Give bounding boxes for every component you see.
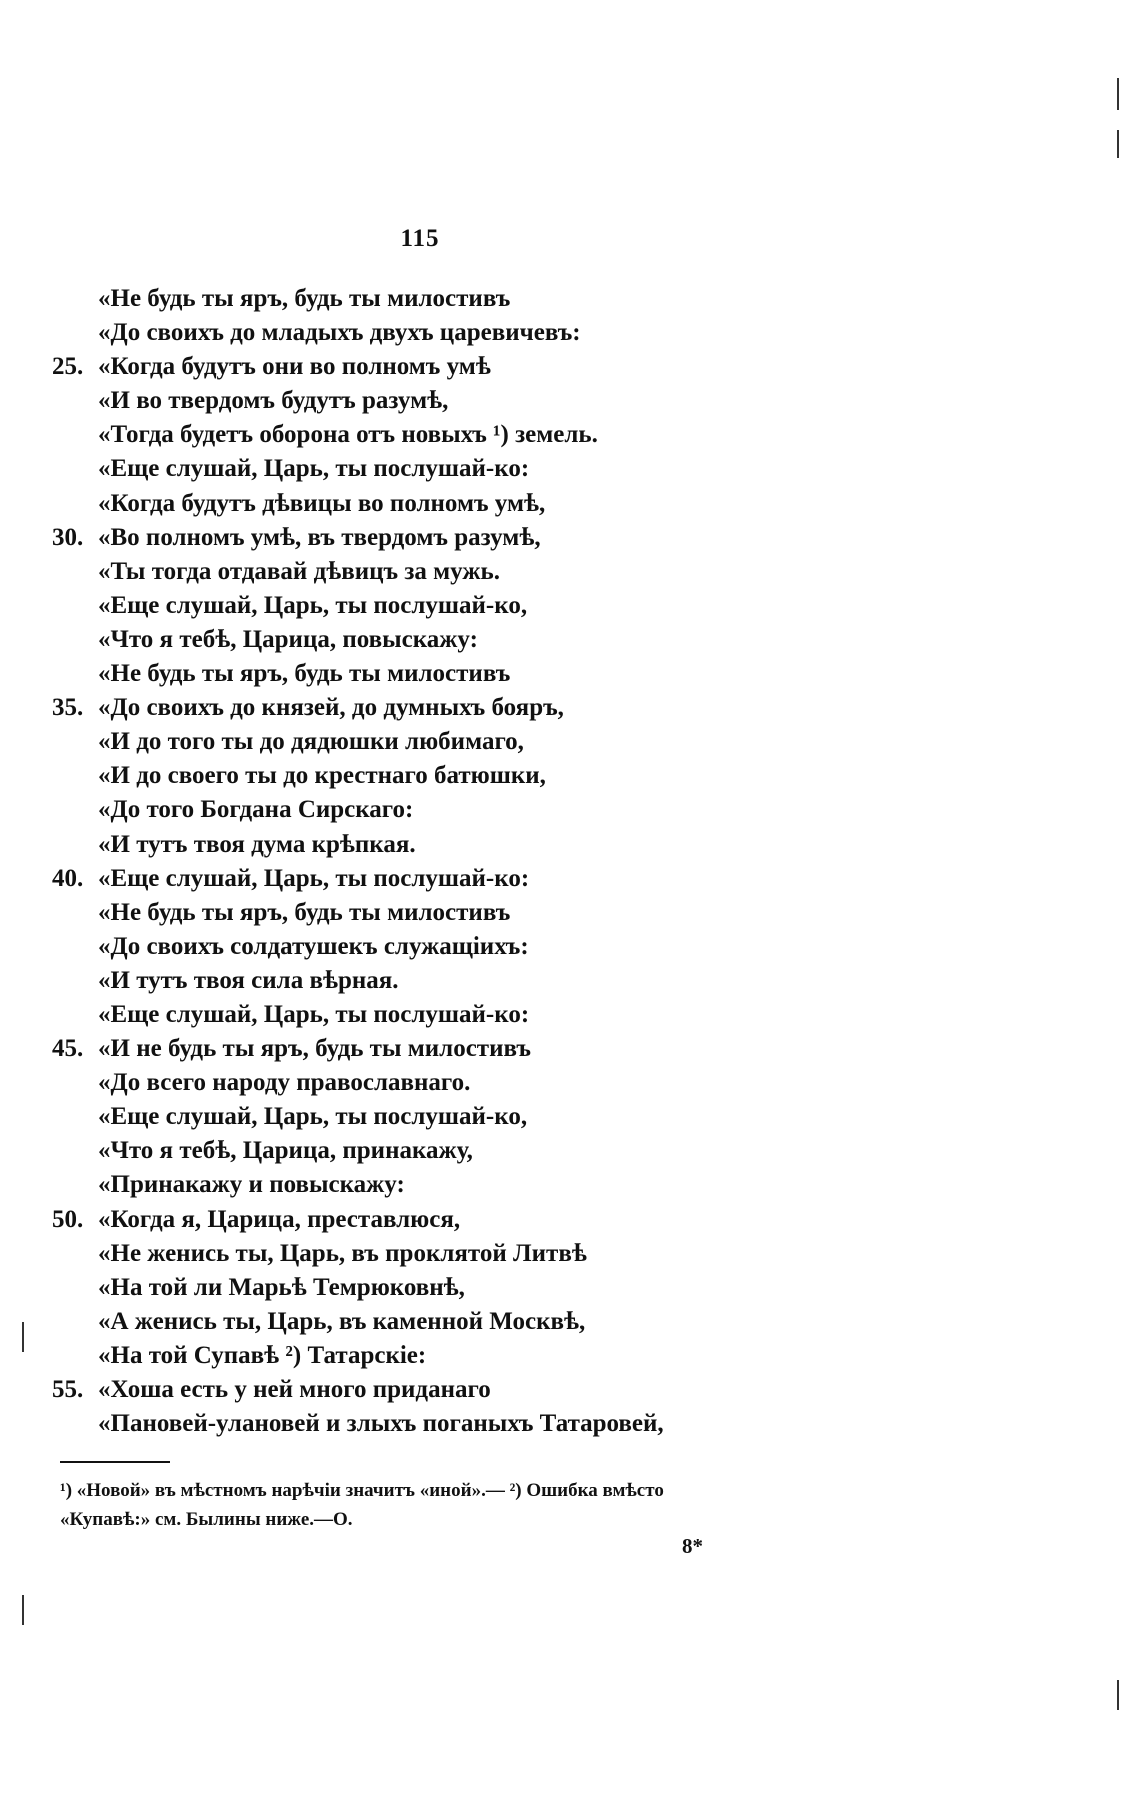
verse-line xyxy=(52,930,1052,964)
verse-line xyxy=(52,1203,1052,1237)
line-text: «А женись ты, Царь, въ каменной Москвѣ, xyxy=(98,1307,586,1335)
line-text: «На той ли Марьѣ Темрюковнѣ, xyxy=(98,1273,465,1301)
page-number: 115 xyxy=(400,225,440,252)
line-text: «На той Супавѣ ²) Татарскіе: xyxy=(98,1341,427,1369)
verse-line xyxy=(52,657,1052,691)
line-text: «Не будь ты яръ, будь ты милостивъ xyxy=(98,660,511,688)
line-text: «Хоша есть у ней много приданаго xyxy=(98,1376,491,1403)
verse-line xyxy=(52,623,1052,657)
line-text: «До своихъ солдатушекъ служащіихъ: xyxy=(98,932,529,960)
verse-line xyxy=(52,1032,1052,1066)
verse-line xyxy=(52,384,1052,418)
verse-line xyxy=(52,1168,1052,1202)
verse-line xyxy=(52,862,1052,896)
verse-line xyxy=(52,1134,1052,1168)
line-text: «И до того ты до дядюшки любимаго, xyxy=(98,728,524,756)
line-text: «До своихъ до князей, до думныхъ бояръ, xyxy=(98,694,564,722)
verse-line xyxy=(52,1066,1052,1100)
line-text: «До того Богдана Сирскаго: xyxy=(98,796,414,824)
verse-line xyxy=(52,896,1052,930)
verse-line xyxy=(52,725,1052,759)
verse-line xyxy=(52,350,1052,384)
line-text: «Еще слушай, Царь, ты послушай-ко: xyxy=(98,1000,530,1028)
verse-line xyxy=(52,1305,1052,1339)
line-text: «Когда будутъ они во полномъ умѣ xyxy=(98,353,491,381)
scan-artifact xyxy=(1117,1680,1119,1710)
scan-artifact xyxy=(22,1595,24,1625)
verse-line xyxy=(52,691,1052,725)
verse-line xyxy=(52,1373,1052,1407)
scan-artifact xyxy=(1117,78,1119,110)
line-number: 50. xyxy=(52,1205,84,1233)
signature-mark: 8* xyxy=(682,1534,703,1558)
verse-line xyxy=(52,282,1052,316)
footnotes xyxy=(60,1476,820,1534)
verse-line xyxy=(52,1237,1052,1271)
verse-line xyxy=(52,1339,1052,1373)
verse-line xyxy=(52,1407,1052,1441)
line-text: «Во полномъ умѣ, въ твердомъ разумѣ, xyxy=(98,523,541,551)
line-text: «И не будь ты яръ, будь ты милостивъ xyxy=(98,1035,531,1063)
line-text: «И тутъ твоя сила вѣрная. xyxy=(98,966,399,994)
line-number: 45. xyxy=(52,1035,84,1063)
verse-line xyxy=(52,418,1052,452)
line-number: 35. xyxy=(52,694,84,722)
line-text: «Еще слушай, Царь, ты послушай-ко, xyxy=(98,1103,528,1131)
line-text: «Тогда будетъ оборона отъ новыхъ ¹) земель. xyxy=(98,421,598,449)
line-text: «Ты тогда отдавай дѣвицъ за мужь. xyxy=(98,557,500,585)
line-text: «Еще слушай, Царь, ты послушай-ко: xyxy=(98,455,530,483)
verse-line xyxy=(52,828,1052,862)
line-number: 40. xyxy=(52,864,84,892)
line-text: «Когда будутъ дѣвицы во полномъ умѣ, xyxy=(98,489,546,517)
line-text: «Когда я, Царица, преставлюся, xyxy=(98,1205,461,1233)
line-text: «Не женись ты, Царь, въ проклятой Литвѣ xyxy=(98,1239,587,1267)
line-text: «Не будь ты яръ, будь ты милостивъ xyxy=(98,898,511,926)
line-text: «Что я тебѣ, Царица, повыскажу: xyxy=(98,625,478,653)
verse-line xyxy=(52,793,1052,827)
verse-line xyxy=(52,998,1052,1032)
line-number: 55. xyxy=(52,1376,84,1403)
verse-line xyxy=(52,487,1052,521)
line-text: «Пановей-улановей и злыхъ поганыхъ Татаровей, xyxy=(98,1410,664,1438)
verse-line xyxy=(52,555,1052,589)
line-text: «Принакажу и повыскажу: xyxy=(98,1171,405,1199)
footnote-divider xyxy=(60,1461,170,1463)
verse-line xyxy=(52,452,1052,486)
scan-artifact xyxy=(22,1322,24,1352)
verse-line xyxy=(52,589,1052,623)
line-text: «И до своего ты до крестнаго батюшки, xyxy=(98,762,546,790)
line-text: «Еще слушай, Царь, ты послушай-ко, xyxy=(98,591,528,619)
line-number: 30. xyxy=(52,523,84,551)
scan-artifact xyxy=(1117,130,1119,158)
line-text: «И во твердомъ будутъ разумѣ, xyxy=(98,387,449,415)
verse-line xyxy=(52,1100,1052,1134)
verse-line xyxy=(52,316,1052,350)
footnote-line: ¹) «Новой» въ мѣстномъ нарѣчіи значитъ «иной».— ²) Ошибка вмѣсто xyxy=(60,1480,664,1501)
line-text: «До своихъ до младыхъ двухъ царевичевъ: xyxy=(98,319,581,347)
line-text: «Что я тебѣ, Царица, принакажу, xyxy=(98,1137,473,1165)
line-text: «До всего народу православнаго. xyxy=(98,1069,471,1097)
verse-line xyxy=(52,759,1052,793)
line-text: «Еще слушай, Царь, ты послушай-ко: xyxy=(98,864,530,892)
line-number: 25. xyxy=(52,353,84,381)
verse-line xyxy=(52,964,1052,998)
verse-line xyxy=(52,1271,1052,1305)
line-text: «Не будь ты яръ, будь ты милостивъ xyxy=(98,285,511,312)
line-text: «И тутъ твоя дума крѣпкая. xyxy=(98,830,416,858)
verse-line xyxy=(52,521,1052,555)
poem-text xyxy=(52,282,1052,1441)
footnote-line: «Купавѣ:» см. Былины ниже.—О. xyxy=(60,1509,353,1530)
